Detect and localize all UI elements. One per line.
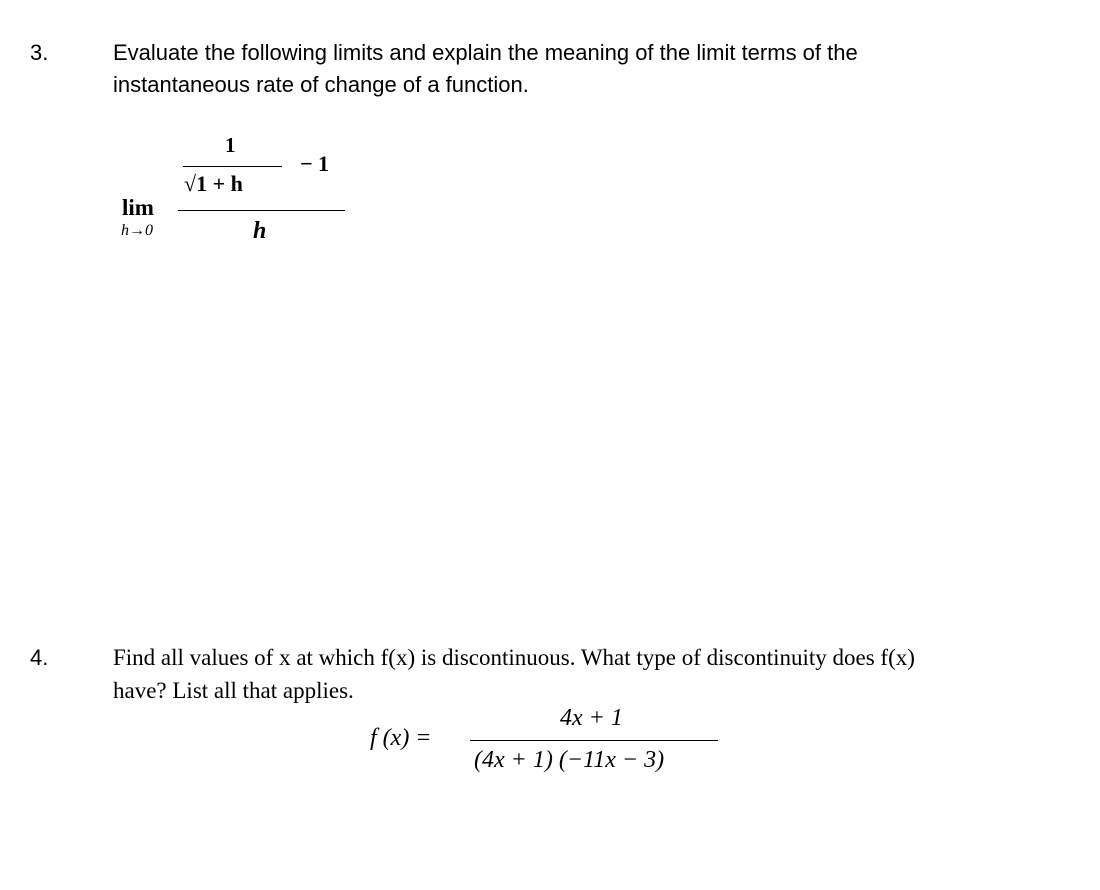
main-fraction-bar: [178, 210, 345, 211]
question-text-line-1: Find all values of x at which f(x) is discontinuous. What type of discontinuity does f(x): [113, 645, 915, 670]
question-number: 3.: [30, 40, 49, 65]
question-text-line-2: instantaneous rate of change of a function.: [113, 72, 529, 97]
question-number: 4.: [30, 645, 49, 670]
question-text-line-2: have? List all that applies.: [113, 678, 354, 703]
fraction-bar: [470, 740, 718, 741]
main-denominator: h: [253, 218, 267, 244]
function-numerator: 4x + 1: [560, 705, 623, 731]
inner-numerator: 1: [225, 133, 236, 157]
minus-one: − 1: [300, 151, 330, 176]
function-denominator: (4x + 1) (−11x − 3): [474, 747, 665, 773]
question-text-line-1: Evaluate the following limits and explain the meaning of the limit terms of the: [113, 40, 858, 65]
lim-subscript: h→0: [121, 222, 153, 239]
inner-denominator: √1 + h: [184, 171, 243, 196]
lim-operator: lim: [122, 195, 154, 220]
inner-fraction-bar: [183, 166, 282, 167]
function-lhs: f (x) =: [370, 725, 432, 751]
